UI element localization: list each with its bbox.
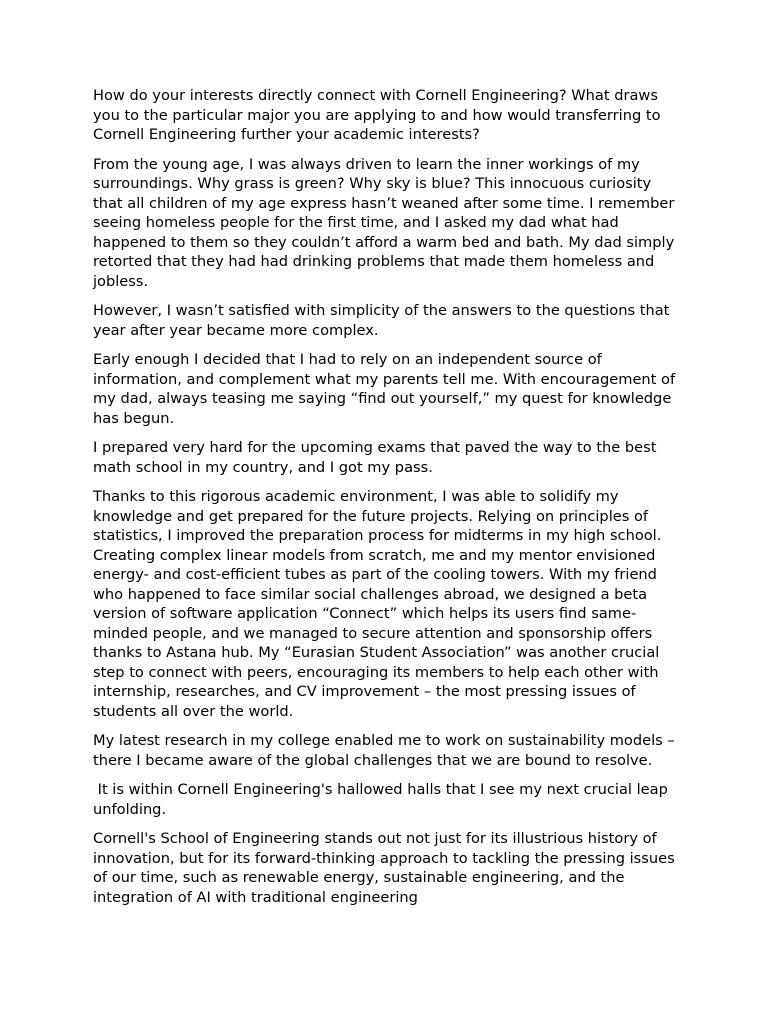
essay-paragraph: My latest research in my college enabled me to work on sustainability models – there I became aware of the global challenges that we are bound to resolve.	[93, 732, 680, 769]
essay-paragraph: From the young age, I was always driven to learn the inner workings of my surroundings. Why grass is green? Why sky is blue? This innocuous curiosity that all children of my age express hasn’t weaned after some time. I remember seeing homeless people for the first time, and I asked my dad what had happened to them so they couldn’t afford a warm bed and bath. My dad simply retorted that they had had drinking problems that made them homeless and jobless.	[93, 155, 680, 290]
essay-paragraph: However, I wasn’t satisfied with simplicity of the answers to the questions that year after year became more complex.	[93, 302, 675, 339]
essay-body	[93, 86, 683, 917]
essay-paragraph: Early enough I decided that I had to rely on an independent source of information, and complement what my parents tell me. With encouragement of my dad, always teasing me saying “find out yourself,” my quest for knowledge has begun.	[93, 351, 680, 427]
essay-paragraph: Thanks to this rigorous academic environment, I was able to solidify my knowledge and get prepared for the future projects. Relying on principles of statistics, I improved the preparation process for midterms in my high school. Creating complex linear models from scratch, me and my mentor envisioned energy- and cost-efficient tubes as part of the cooling towers. With my friend who happened to face similar social challenges abroad, we designed a beta version of software application “Connect” which helps its users find same-minded people, and we managed to secure attention and sponsorship offers thanks to Astana hub. My “Eurasian Student Association” was another crucial step to connect with peers, encouraging its members to help each other with internship, researches, and CV improvement – the most pressing issues of students all over the world.	[93, 488, 667, 720]
essay-paragraph: It is within Cornell Engineering's hallowed halls that I see my next crucial leap unfolding.	[93, 781, 673, 818]
essay-paragraph: Cornell's School of Engineering stands out not just for its illustrious history of innovation, but for its forward-thinking approach to tackling the pressing issues of our time, such as renewable energy, sustainable engineering, and the integration of AI with traditional engineering	[93, 830, 680, 906]
essay-paragraph: I prepared very hard for the upcoming exams that paved the way to the best math school in my country, and I got my pass.	[93, 439, 662, 476]
essay-prompt-paragraph: How do your interests directly connect with Cornell Engineering? What draws you to the particular major you are applying to and how would transferring to Cornell Engineering further your academic interests?	[93, 87, 666, 143]
